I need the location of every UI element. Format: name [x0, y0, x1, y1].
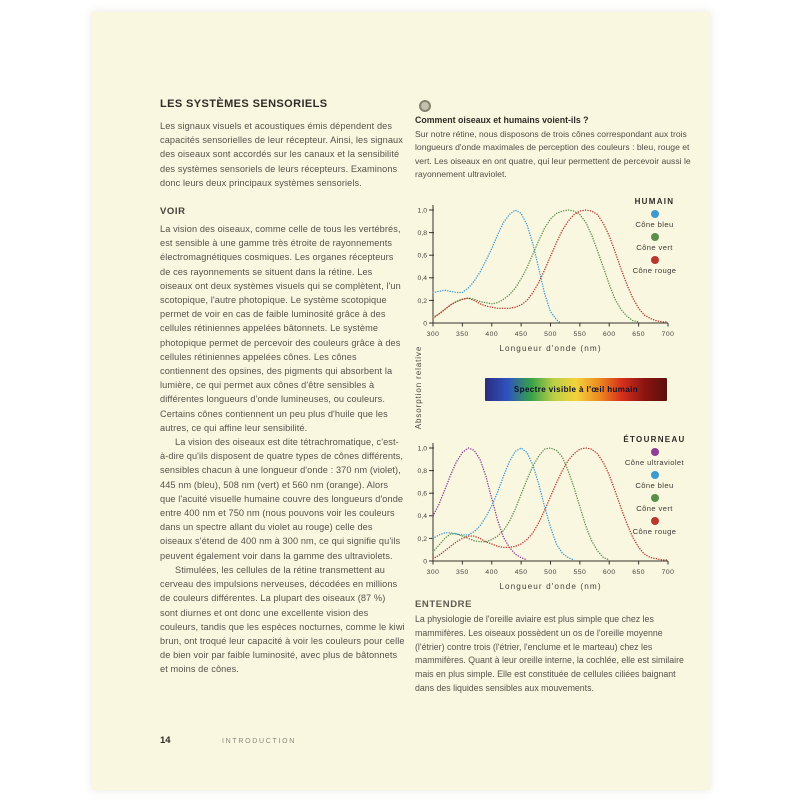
chart-human [415, 195, 702, 363]
x-axis-title: Longueur d'onde (nm) [499, 582, 602, 591]
legend-label: Cône bleu [635, 220, 674, 229]
legend-dot [651, 210, 659, 218]
legend-dot [651, 494, 659, 502]
entendre-paragraph: La physiologie de l'oreille aviaire est plus simple que chez les mammifères. Les oiseaux possèdent un os de l'oreille moyenne (l'étrier) contre trois (l'étrier, l'enclume et le marteau) chez les mammifères. Quant à leur oreille interne, la cochlée, elle est similaire mais en plus simple. Elle est constituée de cellules ciliées baignant dans des liquides sensibles aux mouvements. [415, 614, 684, 693]
y-tick-label: 0,6 [417, 252, 427, 260]
x-tick-label: 450 [514, 331, 528, 338]
footer-section-label: INTRODUCTION [222, 738, 297, 745]
y-tick-label: 0,4 [417, 275, 427, 283]
x-tick-label: 450 [514, 569, 528, 576]
page-title: LES SYSTÈMES SENSORIELS [160, 98, 328, 110]
y-tick-label: 0,8 [417, 230, 427, 237]
voir-paragraph-1: La vision des oiseaux, comme celle de tous les vertébrés, est sensible à une gamme très étroite de rayonnements électromagnétiques cosmiques. Les organes récepteurs de ces rayonnements se situent dans la rétine. Les oiseaux ont deux systèmes visuels qui se complètent, l'un scotopique, l'autre photopique. Le système scotopique permet de voir en cas de faible luminosité grâce à des cellules rétiniennes appelées bâtonnets. Le système photopique permet de percevoir des couleurs grâce à des cellules rétiniennes appelées cônes. Les cônes contiennent des opsines, des pigments qui absorbent la lumière, ce qui permet aux cônes d'être sensibles à différentes longueurs d'onde lumineuses, ou couleurs. Certains cônes contiennent un peu plus d'huile que les autres, ce qui affine leur sensibilité. [160, 224, 401, 433]
sidebar-box-heading: Comment oiseaux et humains voient-ils ? [415, 115, 589, 125]
curve-c-ne-vert [433, 448, 609, 560]
spectrum-bar [485, 378, 667, 401]
chart-human-legend [607, 197, 702, 275]
legend-dot [651, 256, 659, 264]
y-tick-label: 0,4 [417, 513, 427, 521]
x-tick-label: 500 [544, 331, 557, 338]
chart-starling-legend [607, 435, 702, 536]
legend-dot [651, 471, 659, 479]
section-heading-entendre: ENTENDRE [415, 599, 473, 610]
section-heading-voir: VOIR [160, 206, 186, 218]
legend-label: Cône bleu [635, 481, 674, 490]
x-tick-label: 700 [661, 569, 675, 576]
x-tick-label: 300 [426, 569, 440, 576]
y-tick-label: 1,0 [417, 207, 427, 215]
legend-label: Cône rouge [632, 527, 677, 536]
y-tick-label: 0,2 [417, 297, 427, 305]
legend-dot [651, 517, 659, 525]
chart-starling [415, 433, 702, 601]
legend-dot [651, 448, 659, 456]
x-tick-label: 600 [602, 331, 616, 338]
x-tick-label: 400 [485, 569, 499, 576]
spectrum-label: Spectre visible à l'œil humain [513, 385, 639, 394]
sidebar-box-text: Sur notre rétine, nous disposons de trois cônes correspondant aux trois longueurs d'onde maximales de perception des couleurs : bleu, rouge et vert. Les oiseaux en ont quatre, qui leur permettent de percevoir aussi le rayonnement ultraviolet. [415, 129, 691, 180]
x-tick-label: 600 [602, 569, 616, 576]
legend-label: Cône rouge [632, 266, 677, 275]
legend-dot [651, 233, 659, 241]
eye-icon [419, 100, 431, 112]
y-tick-label: 1,0 [417, 445, 427, 453]
legend-title: HUMAIN [634, 197, 675, 206]
legend-title: ÉTOURNEAU [623, 435, 686, 444]
x-axis-title: Longueur d'onde (nm) [499, 344, 602, 353]
x-tick-label: 350 [455, 331, 469, 338]
voir-paragraph-3: Stimulées, les cellules de la rétine transmettent au cerveau des impulsions nerveuses, décodées en millions de couleurs différentes. La plupart des oiseaux (87 %) sont diurnes et ont donc une excellente vision des couleurs, tandis que les espèces nocturnes, comme le kiwi brun, ont troqué leur capacité à voir les couleurs pour celle de bien voir par faible luminosité, avec plus de bâtonnets et moins de cônes. [160, 564, 405, 675]
book-page [92, 12, 710, 790]
y-tick-label: 0,8 [417, 468, 427, 475]
curve-c-ne-ultraviolet [433, 448, 527, 560]
legend-label: Cône ultraviolet [624, 458, 685, 467]
x-tick-label: 700 [661, 331, 675, 338]
x-tick-label: 550 [573, 331, 587, 338]
page-number: 14 [160, 735, 171, 746]
y-tick-label: 0 [423, 558, 427, 566]
voir-paragraph-2: La vision des oiseaux est dite tétrachromatique, c'est-à-dire qu'ils disposent de quatre types de cônes différents, sensibles chacun à une longueur d'onde : 370 nm (violet), 445 nm (bleu), 508 nm (vert) et 560 nm (orange). Alors que l'acuité visuelle humaine couvre des longueurs d'onde entre 400 nm et 750 nm (nous pouvons voir les couleurs dans un spectre allant du violet au rouge) celle des oiseaux s'étend de 400 nm à 300 nm, ce qui signifie qu'ils peuvent également voir dans la gamme des ultraviolets. [160, 437, 404, 561]
legend-label: Cône vert [636, 504, 673, 513]
x-tick-label: 300 [426, 331, 440, 338]
curve-c-ne-bleu [433, 448, 574, 560]
y-tick-label: 0,2 [417, 535, 427, 543]
x-tick-label: 400 [485, 331, 499, 338]
x-tick-label: 500 [544, 569, 557, 576]
y-axis-label: Absorption relative [414, 345, 423, 430]
y-tick-label: 0 [423, 320, 427, 328]
x-tick-label: 650 [632, 569, 646, 576]
left-column [160, 98, 405, 677]
y-tick-label: 0,6 [417, 490, 427, 498]
intro-paragraph: Les signaux visuels et acoustiques émis dépendent des capacités sensorielles de leur récepteur. Ainsi, les signaux des oiseaux sont accordés sur les canaux et la sensibilité des systèmes sensoriels de leurs récepteurs. Examinons donc leurs deux principaux systèmes sensoriels. [160, 121, 403, 188]
x-tick-label: 350 [455, 569, 469, 576]
x-tick-label: 650 [632, 331, 646, 338]
curve-c-ne-bleu [433, 210, 559, 322]
x-tick-label: 550 [573, 569, 587, 576]
legend-label: Cône vert [636, 243, 673, 252]
